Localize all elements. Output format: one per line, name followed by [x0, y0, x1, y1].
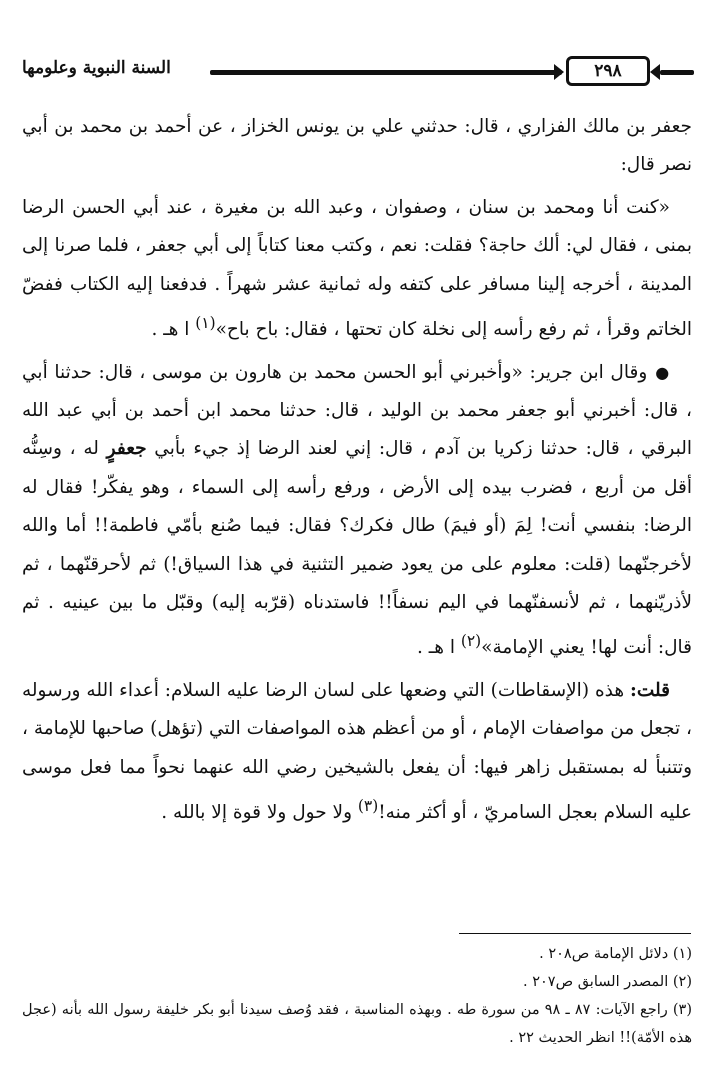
paragraph-4-end: ولا حول ولا قوة إلا بالله .: [161, 802, 358, 824]
paragraph-3-bold-name: جعفرٍ: [106, 438, 147, 460]
header-rule: [210, 70, 562, 75]
page-header: [22, 52, 694, 94]
footnote-ref-3: (٣): [357, 797, 379, 816]
paragraph-2-text: «كنت أنا ومحمد بن سنان ، وصفوان ، وعبد الله بن مغيرة ، عند أبي الحسن الرضا بمنى ، فقال لي: ألك حاجة؟ فقلت: نعم ، وكتب معنا كتاباً إلى أبي جعفر ، فلما صرنا إلى المدينة ، أخرجه إلينا مسافر على كتفه وله ثمانية عشر شهراً . فدفعنا إليه الكتاب ففضّ الخاتم وقرأ ، ثم رفع رأسه إلى نخلة كان تحتها ، فقال: باح باح»: [22, 196, 692, 341]
paragraph-1-text: جعفر بن مالك الفزاري ، قال: حدثني علي بن يونس الخزاز ، عن أحمد بن محمد بن أبي نصر قال:: [22, 116, 692, 176]
footnotes: [22, 940, 692, 1052]
footnote-2: (٢) المصدر السابق ص٢٠٧ .: [522, 974, 692, 990]
running-title: السنة النبوية وعلومها: [22, 58, 171, 78]
footnote-ref-2: (٢): [460, 632, 482, 651]
footnote-ref-1: (١): [195, 314, 216, 333]
page-number-text: ٢٩٨: [594, 61, 622, 81]
bullet-icon: ●: [655, 362, 670, 382]
paragraph-2-quote: [22, 189, 692, 350]
paragraph-3-end: ا هـ .: [417, 637, 461, 659]
footnote-1: (١) دلائل الإمامة ص٢٠٨ .: [539, 946, 692, 962]
ornament-left: [554, 64, 564, 80]
paragraph-4-text: هذه (الإسقاطات) التي وضعها على لسان الرضا عليه السلام: أعداء الله ورسوله ، تجعل من مواصفات الإمام ، أو من أعظم هذه المواصفات التي (تؤهل) صاحبها للإمامة ، وتتنبأ له بمستقبل زاهر فيها: أن يفعل بالشيخين رضي الله عنهما نحواً مما فعل موسى عليه السلام بعجل السامريّ ، أو أكثر منه!: [21, 680, 692, 824]
paragraph-3-report: [22, 354, 692, 668]
paragraph-2-end: ا هـ .: [151, 319, 196, 341]
ornament-right: [650, 64, 660, 80]
paragraph-3-text-b: له ، وسِنُّه أقل من أربع ، فضرب بيده إلى الأرض ، ورفع رأسه إلى السماء ، وهو يفكّر! فقال له الرضا: بنفسي أنت! لِمَ (أو فيمَ) طال فكرك؟ فقال: فيما صُنع بأمّي فاطمة!! أما والله لأخرجنّهما (قلت: معلوم على من يعود ضمير التثنية في هذا السياق!) ثم لأحرقنّهما ، ثم لأذريّنهما ، ثم لأنسفنّهما في اليم نسفاً!! فاستدناه (قرّبه إليه) وقبّل ما بين عينيه . ثم قال: أنت لها! يعني الإمامة»: [22, 438, 692, 659]
page-body: [22, 108, 692, 833]
paragraph-3-text-a: وقال ابن جرير: «وأخبرني أبو الحسن محمد بن هارون بن موسى ، قال: حدثنا أبي ، قال: أخبرني أبو جعفر محمد بن الوليد ، قال: حدثنا محمد ابن أحمد بن أبي عبد الله البرقي ، قال: حدثنا زكريا بن آدم ، قال: إني لعند الرضا إذ جيء بأبي: [22, 361, 692, 460]
footnote-separator: [459, 933, 691, 934]
page-number: [566, 56, 650, 86]
header-rule-tail: [660, 70, 694, 75]
comment-label: قلت:: [630, 680, 670, 701]
footnote-3: (٣) راجع الآيات: ٨٧ ـ ٩٨ من سورة طه . وبهذه المناسبة ، فقد وُصف سيدنا أبو بكر خليفة رسول الله بأنه (عجل هذه الأمّة)!! انظر الحديث ٢٢ .: [22, 1002, 693, 1046]
paragraph-1: [22, 108, 692, 185]
paragraph-4-comment: [22, 672, 692, 833]
